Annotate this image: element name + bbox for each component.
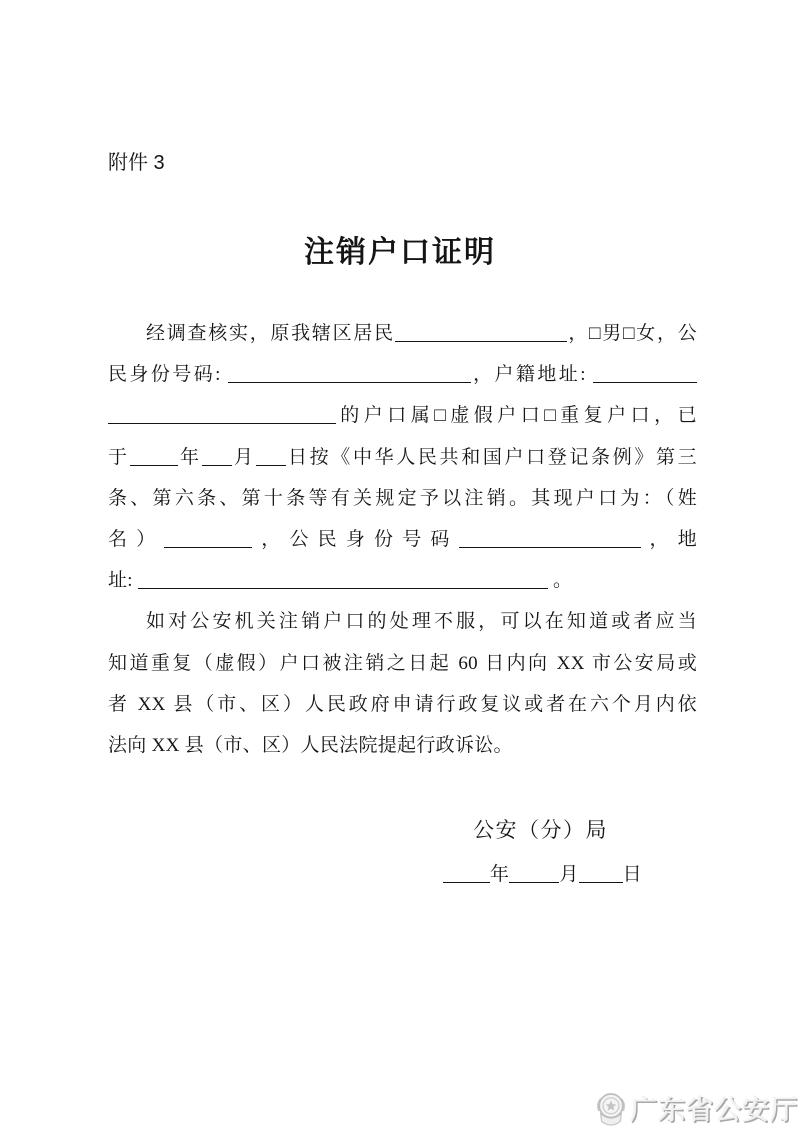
text-segment: 条、第六条、第十条等有关规定予以注销。其现户口为：（姓	[108, 487, 697, 509]
paragraph-2	[108, 601, 697, 766]
text-line	[443, 854, 683, 895]
text-line	[108, 684, 697, 725]
blank-fill-line	[164, 528, 252, 548]
text-line	[108, 560, 697, 601]
text-segment: 者 XX 县（市、区）人民政府申请行政复议或者在六个月内依	[108, 693, 697, 715]
paragraph-1	[108, 313, 697, 601]
document-title: 注销户口证明	[304, 236, 496, 269]
text-line	[108, 725, 697, 766]
body-text	[108, 313, 697, 766]
text-line	[108, 643, 697, 684]
text-segment: 民身份号码:	[108, 364, 228, 386]
text-segment: 。	[547, 570, 573, 592]
text-segment: 的户口属□虚假户口□重复户口，已	[336, 405, 697, 427]
text-segment: 知道重复（虚假）户口被注销之日起 60 日内向 XX 市公安局或	[108, 652, 697, 674]
blank-fill-line	[443, 863, 490, 883]
signature-agency: 公安（分）局	[473, 818, 608, 842]
text-line	[108, 437, 697, 478]
text-line	[108, 395, 697, 436]
text-line	[108, 478, 697, 519]
blank-fill-line	[202, 446, 232, 466]
blank-fill-line	[256, 446, 286, 466]
attachment-label: 附件 3	[108, 152, 165, 174]
text-segment: 法向 XX 县（市、区）人民法院提起行政诉讼。	[108, 734, 513, 756]
watermark-label: 广东省公安厅	[630, 1095, 798, 1125]
text-segment: 年	[490, 864, 510, 885]
text-segment: 址:	[108, 570, 138, 592]
text-segment: 名）	[108, 528, 165, 550]
text-line	[108, 601, 697, 642]
blank-fill-line	[228, 363, 471, 383]
text-line	[108, 354, 697, 395]
blank-fill-line	[130, 446, 178, 466]
text-segment: 日	[622, 864, 642, 885]
text-segment: ，地	[640, 528, 697, 550]
blank-fill-line	[108, 404, 336, 424]
text-segment: 月	[559, 864, 579, 885]
blank-fill-line	[579, 863, 623, 883]
text-segment: ，□男□女，公	[566, 323, 697, 344]
blank-fill-line	[459, 528, 641, 548]
text-segment: 年	[177, 446, 202, 468]
blank-fill-line	[593, 363, 697, 383]
text-segment: ，户籍地址:	[470, 364, 593, 386]
blank-fill-line	[509, 863, 559, 883]
text-segment: 经调查核实，原我辖区居民	[146, 323, 395, 344]
text-segment: 月	[231, 446, 256, 468]
text-segment: 如对公安机关注销户口的处理不服，可以在知道或者应当	[146, 611, 697, 633]
blank-fill-line	[395, 322, 567, 342]
text-line	[108, 519, 697, 560]
blank-fill-line	[138, 569, 548, 589]
agency-watermark	[595, 1091, 798, 1129]
text-line	[108, 313, 697, 354]
text-segment: ，公民身份号码	[252, 528, 459, 550]
text-segment: 日按《中华人民共和国户口登记条例》第三	[285, 446, 697, 468]
signature-date-line	[443, 854, 683, 895]
police-badge-icon	[595, 1091, 627, 1129]
text-segment: 于	[108, 446, 130, 468]
